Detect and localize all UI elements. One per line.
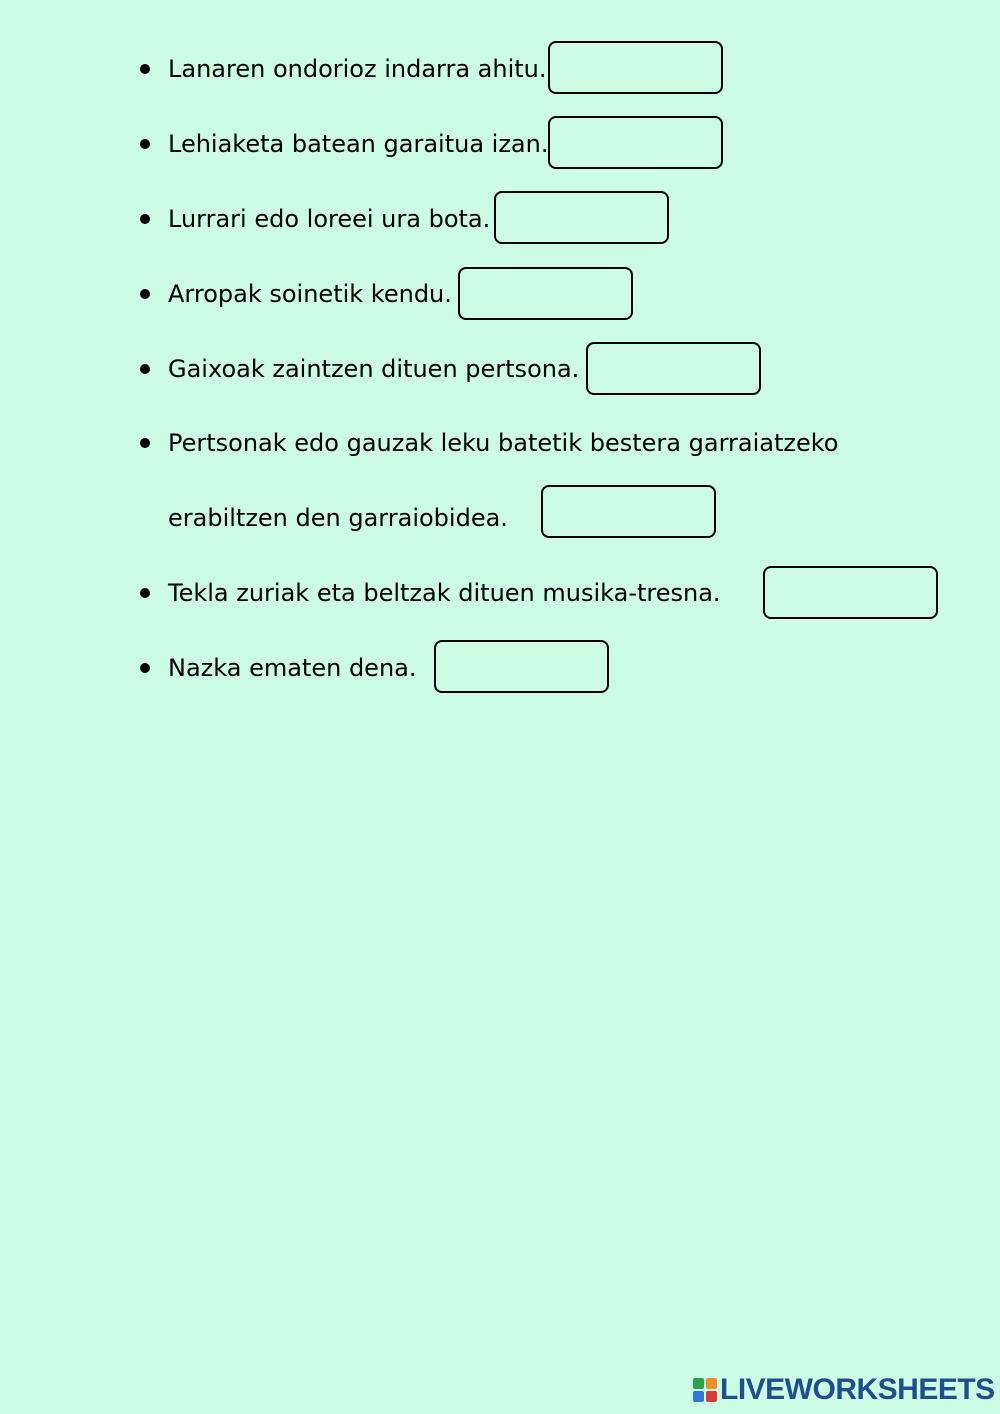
- answer-box-4[interactable]: [458, 267, 633, 320]
- bullet: [140, 289, 150, 299]
- item-6-text-line-1: Pertsonak edo gauzak leku batetik bestera garraiatzeko: [168, 429, 839, 457]
- logo-text: LIVEWORKSHEETS: [720, 1373, 995, 1406]
- item-5-text: Gaixoak zaintzen dituen pertsona.: [168, 355, 580, 383]
- item-7-text: Tekla zuriak eta beltzak dituen musika-tresna.: [168, 579, 721, 607]
- bullet: [140, 663, 150, 673]
- answer-box-8[interactable]: [434, 640, 609, 693]
- item-1-text: Lanaren ondorioz indarra ahitu.: [168, 55, 547, 83]
- logo-square: [693, 1391, 704, 1402]
- logo-square: [706, 1391, 717, 1402]
- answer-box-5[interactable]: [586, 342, 761, 395]
- item-2-text: Lehiaketa batean garaitua izan.: [168, 130, 549, 158]
- liveworksheets-logo: [693, 1374, 995, 1406]
- logo-squares-icon: [693, 1378, 717, 1402]
- bullet: [140, 588, 150, 598]
- answer-box-3[interactable]: [494, 191, 669, 244]
- bullet: [140, 64, 150, 74]
- item-8-text: Nazka ematen dena.: [168, 654, 417, 682]
- bullet: [140, 364, 150, 374]
- answer-box-2[interactable]: [548, 116, 723, 169]
- logo-square: [706, 1378, 717, 1389]
- answer-box-1[interactable]: [548, 41, 723, 94]
- item-4-text: Arropak soinetik kendu.: [168, 280, 452, 308]
- item-3-text: Lurrari edo loreei ura bota.: [168, 205, 491, 233]
- bullet: [140, 438, 150, 448]
- bullet: [140, 214, 150, 224]
- bullet: [140, 139, 150, 149]
- answer-box-6[interactable]: [541, 485, 716, 538]
- item-6-text-line-2: erabiltzen den garraiobidea.: [168, 504, 508, 532]
- answer-box-7[interactable]: [763, 566, 938, 619]
- logo-square: [693, 1378, 704, 1389]
